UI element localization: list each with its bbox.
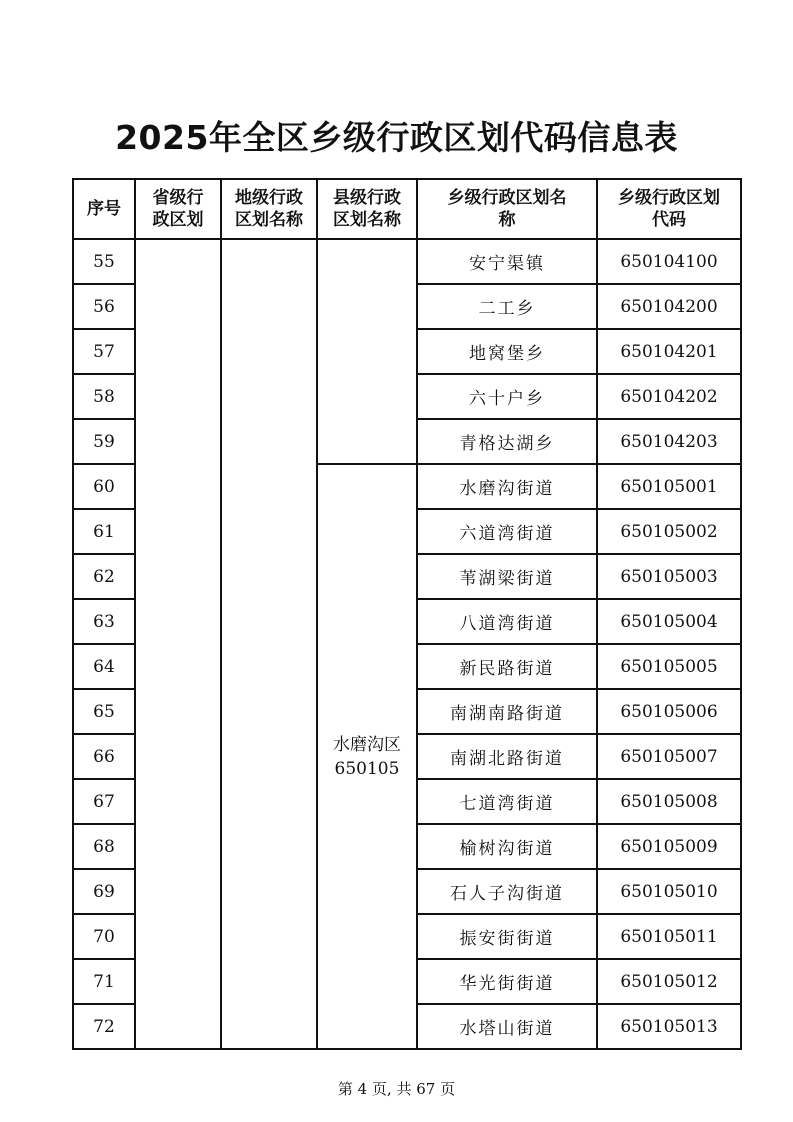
header-prefecture: 地级行政 区划名称 bbox=[221, 179, 317, 239]
seq-cell: 71 bbox=[73, 959, 135, 1004]
seq-cell: 60 bbox=[73, 464, 135, 509]
township-code-cell: 650105001 bbox=[597, 464, 741, 509]
township-name-cell: 南湖南路街道 bbox=[417, 689, 597, 734]
header-province: 省级行 政区划 bbox=[135, 179, 221, 239]
page-title: 2025年全区乡级行政区划代码信息表 bbox=[115, 118, 678, 157]
township-code-cell: 650104202 bbox=[597, 374, 741, 419]
township-code-cell: 650105008 bbox=[597, 779, 741, 824]
township-code-cell: 650105007 bbox=[597, 734, 741, 779]
township-name-cell: 水塔山街道 bbox=[417, 1004, 597, 1049]
township-code-cell: 650105006 bbox=[597, 689, 741, 734]
township-name-cell: 地窝堡乡 bbox=[417, 329, 597, 374]
seq-cell: 57 bbox=[73, 329, 135, 374]
township-code-cell: 650104200 bbox=[597, 284, 741, 329]
township-code-cell: 650105011 bbox=[597, 914, 741, 959]
seq-cell: 63 bbox=[73, 599, 135, 644]
township-code-cell: 650105013 bbox=[597, 1004, 741, 1049]
header-seq: 序号 bbox=[73, 179, 135, 239]
township-name-cell: 华光街街道 bbox=[417, 959, 597, 1004]
township-name-cell: 石人子沟街道 bbox=[417, 869, 597, 914]
prefecture-cell bbox=[221, 239, 317, 1049]
seq-cell: 69 bbox=[73, 869, 135, 914]
seq-cell: 65 bbox=[73, 689, 135, 734]
township-name-cell: 青格达湖乡 bbox=[417, 419, 597, 464]
township-name-cell: 水磨沟街道 bbox=[417, 464, 597, 509]
county-cell bbox=[317, 464, 417, 1049]
seq-cell: 68 bbox=[73, 824, 135, 869]
seq-cell: 55 bbox=[73, 239, 135, 284]
township-code-cell: 650105004 bbox=[597, 599, 741, 644]
county-name: 水磨沟区 bbox=[333, 734, 401, 755]
seq-cell: 59 bbox=[73, 419, 135, 464]
township-code-cell: 650105005 bbox=[597, 644, 741, 689]
header-code: 乡级行政区划 代码 bbox=[597, 179, 741, 239]
seq-cell: 62 bbox=[73, 554, 135, 599]
province-cell bbox=[135, 239, 221, 1049]
seq-cell: 56 bbox=[73, 284, 135, 329]
township-name-cell: 榆树沟街道 bbox=[417, 824, 597, 869]
seq-cell: 67 bbox=[73, 779, 135, 824]
township-code-cell: 650104100 bbox=[597, 239, 741, 284]
page-footer: 第 4 页, 共 67 页 bbox=[337, 1080, 456, 1098]
township-name-cell: 六十户乡 bbox=[417, 374, 597, 419]
township-name-cell: 南湖北路街道 bbox=[417, 734, 597, 779]
township-code-cell: 650105002 bbox=[597, 509, 741, 554]
seq-cell: 66 bbox=[73, 734, 135, 779]
township-name-cell: 苇湖梁街道 bbox=[417, 554, 597, 599]
township-code-cell: 650105012 bbox=[597, 959, 741, 1004]
seq-cell: 64 bbox=[73, 644, 135, 689]
township-name-cell: 新民路街道 bbox=[417, 644, 597, 689]
table-row bbox=[73, 239, 741, 284]
township-name-cell: 七道湾街道 bbox=[417, 779, 597, 824]
seq-cell: 61 bbox=[73, 509, 135, 554]
township-name-cell: 六道湾街道 bbox=[417, 509, 597, 554]
township-code-cell: 650105003 bbox=[597, 554, 741, 599]
county-code: 650105 bbox=[334, 758, 400, 779]
table-header-row bbox=[73, 179, 741, 239]
township-code-cell: 650105009 bbox=[597, 824, 741, 869]
header-county: 县级行政 区划名称 bbox=[317, 179, 417, 239]
seq-cell: 70 bbox=[73, 914, 135, 959]
township-name-cell: 安宁渠镇 bbox=[417, 239, 597, 284]
township-name-cell: 振安街街道 bbox=[417, 914, 597, 959]
township-name-cell: 八道湾街道 bbox=[417, 599, 597, 644]
township-code-cell: 650105010 bbox=[597, 869, 741, 914]
seq-cell: 72 bbox=[73, 1004, 135, 1049]
township-code-cell: 650104201 bbox=[597, 329, 741, 374]
division-code-table bbox=[72, 178, 740, 1046]
seq-cell: 58 bbox=[73, 374, 135, 419]
header-township: 乡级行政区划名 称 bbox=[417, 179, 597, 239]
township-code-cell: 650104203 bbox=[597, 419, 741, 464]
county-cell-continued bbox=[317, 239, 417, 464]
township-name-cell: 二工乡 bbox=[417, 284, 597, 329]
